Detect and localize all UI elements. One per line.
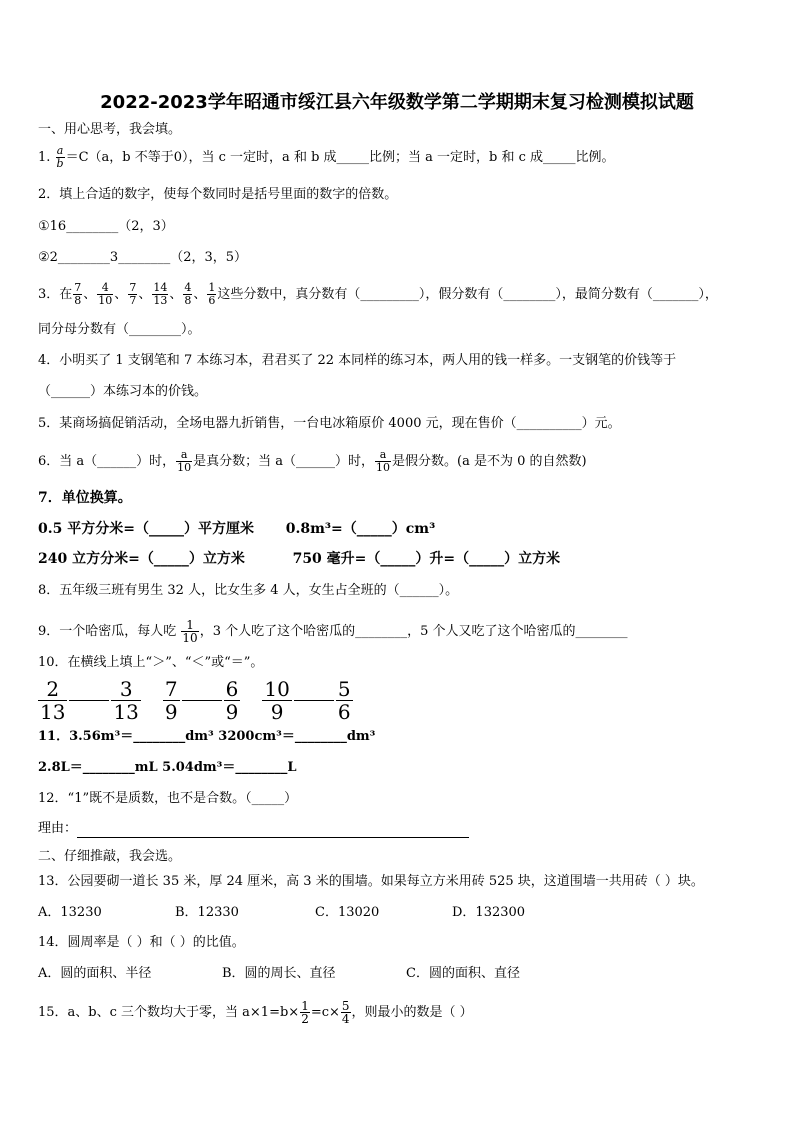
q13-option-a: A．13230 — [38, 905, 102, 920]
q6-part-b: 是真分数；当 a（______）时， — [193, 454, 375, 469]
q7-item-1: 0.5 平方分米=（_____）平方厘米 — [38, 521, 254, 537]
big-fraction: $\frac{3}{13}$ — [113, 677, 139, 724]
q12-reason-line — [77, 823, 469, 838]
question-2-line-1: ①16________（2，3） — [38, 219, 174, 234]
q15-part-a: 15．a、b、c 三个数均大于零，当 a×1=b× — [38, 1005, 300, 1020]
question-4-line-1: 4．小明买了 1 支钢笔和 7 本练习本，君君买了 22 本同样的练习本，两人用的钱一样多。一支钢笔的价钱等于 — [38, 353, 677, 368]
q14-option-a: A．圆的面积、半径 — [38, 966, 152, 981]
q15-part-b: =c× — [310, 1005, 340, 1020]
question-15 — [38, 1000, 473, 1025]
q15-fraction-2: $\frac{5}{4}$ — [341, 999, 350, 1026]
question-9 — [38, 619, 628, 644]
q3-fraction: $\frac{4}{10}$ — [98, 281, 113, 307]
q14-option-c: C．圆的面积、直径 — [406, 966, 520, 981]
comparison-pair — [163, 677, 240, 724]
q13-option-b: B．12330 — [175, 905, 239, 920]
question-14-options — [38, 965, 520, 983]
question-13-options — [38, 904, 525, 922]
big-fraction: $\frac{7}{9}$ — [164, 677, 178, 724]
separator: 、 — [114, 287, 128, 302]
question-14: 14．圆周率是（ ）和（ ）的比值。 — [38, 935, 245, 950]
answer-blank[interactable] — [69, 700, 109, 701]
question-6 — [38, 449, 587, 474]
q3-fraction: $\frac{7}{8}$ — [74, 281, 82, 307]
q1-fraction: $\frac{a}{b}$ — [56, 144, 64, 170]
q3-fraction: $\frac{14}{13}$ — [153, 281, 168, 307]
question-7-heading: 7．单位换算。 — [38, 490, 132, 506]
question-7-line-1 — [38, 520, 435, 538]
page-title: 2022-2023学年昭通市绥江县六年级数学第二学期期末复习检测模拟试题 — [100, 92, 694, 113]
question-2-line-2: ②2________3________（2，3，5） — [38, 250, 248, 265]
comparison-pair — [262, 677, 352, 724]
answer-blank[interactable] — [294, 700, 334, 701]
q7-item-4: 750 毫升=（_____）升=（_____）立方米 — [292, 551, 561, 567]
separator: 、 — [193, 287, 207, 302]
q6-part-a: 6．当 a（______）时， — [38, 454, 176, 469]
q7-item-2: 0.8m³=（_____）cm³ — [285, 521, 436, 537]
q6-fraction-1: $\frac{a}{10}$ — [177, 448, 192, 474]
question-4-line-2: （______）本练习本的价钱。 — [38, 384, 208, 399]
section-1-heading: 一、用心思考，我会填。 — [38, 122, 182, 137]
q6-part-c: 是假分数。(a 是不为 0 的自然数) — [392, 454, 587, 469]
big-fraction: $\frac{5}{6}$ — [337, 677, 351, 724]
q9-part-b: ，3 个人吃了这个哈密瓜的________，5 个人又吃了这个哈密瓜的________ — [199, 624, 628, 639]
q13-option-d: D．132300 — [452, 905, 526, 920]
question-11-line-2: 2.8L＝________mL 5.04dm³＝________L — [38, 760, 297, 775]
question-2: 2．填上合适的数字，使每个数同时是括号里面的数字的倍数。 — [38, 187, 398, 202]
separator: 、 — [83, 287, 97, 302]
answer-blank[interactable] — [182, 700, 222, 701]
q3-fraction: $\frac{7}{7}$ — [129, 281, 137, 307]
q3-text: 这些分数中，真分数有（_________），假分数有（________），最简分数有（_______）， — [217, 287, 718, 302]
q1-text: ＝C（a，b 不等于0），当 c 一定时，a 和 b 成_____比例；当 a 一定时，b 和 c 成_____比例。 — [65, 150, 615, 165]
big-fraction: $\frac{6}{9}$ — [225, 677, 239, 724]
question-10-comparisons — [38, 678, 375, 723]
q1-number: 1. — [38, 150, 51, 165]
question-10: 10．在横线上填上“＞”、“＜”或“＝”。 — [38, 655, 264, 670]
question-8: 8．五年级三班有男生 32 人，比女生多 4 人，女生占全班的（______）。 — [38, 583, 459, 598]
question-1 — [38, 145, 615, 170]
q3-fraction: $\frac{4}{8}$ — [184, 281, 192, 307]
q7-item-3: 240 立方分米=（_____）立方米 — [38, 551, 245, 567]
q12-reason-label: 理由： — [38, 821, 78, 836]
question-5: 5．某商场搞促销活动，全场电器九折销售，一台电冰箱原价 4000 元，现在售价（__________）元。 — [38, 416, 621, 431]
separator: 、 — [169, 287, 183, 302]
question-11-line-1: 11．3.56m³＝________dm³ 3200cm³＝________dm³ — [38, 729, 376, 744]
q3-fraction: $\frac{1}{6}$ — [208, 281, 216, 307]
question-12: 12．“1”既不是质数，也不是合数。（_____） — [38, 791, 298, 806]
q14-option-b: B．圆的周长、直径 — [222, 966, 336, 981]
q15-part-c: ，则最小的数是（ ） — [351, 1005, 473, 1020]
question-12-reason — [38, 820, 469, 838]
q9-fraction: $\frac{1}{10}$ — [182, 618, 198, 645]
q13-option-c: C．13020 — [315, 905, 380, 920]
question-3-line-2: 同分母分数有（________）。 — [38, 322, 201, 337]
separator: 、 — [138, 287, 152, 302]
section-2-heading: 二、仔细推敲，我会选。 — [38, 849, 182, 864]
q3-prefix: 3．在 — [38, 287, 73, 302]
question-13: 13．公园要砌一道长 35 米，厚 24 厘米，高 3 米的围墙。如果每立方米用砖 525 块，这道围墙一共用砖（ ）块。 — [38, 874, 704, 889]
q9-part-a: 9．一个哈密瓜，每人吃 — [38, 624, 177, 639]
question-3 — [38, 282, 718, 307]
q6-fraction-2: $\frac{a}{10}$ — [376, 448, 391, 474]
big-fraction: $\frac{2}{13}$ — [40, 677, 66, 724]
q3-fractions — [72, 281, 217, 307]
comparison-pair — [38, 677, 141, 724]
question-7-line-2 — [38, 550, 560, 568]
big-fraction: $\frac{10}{9}$ — [264, 677, 290, 724]
q15-fraction-1: $\frac{1}{2}$ — [301, 999, 309, 1026]
